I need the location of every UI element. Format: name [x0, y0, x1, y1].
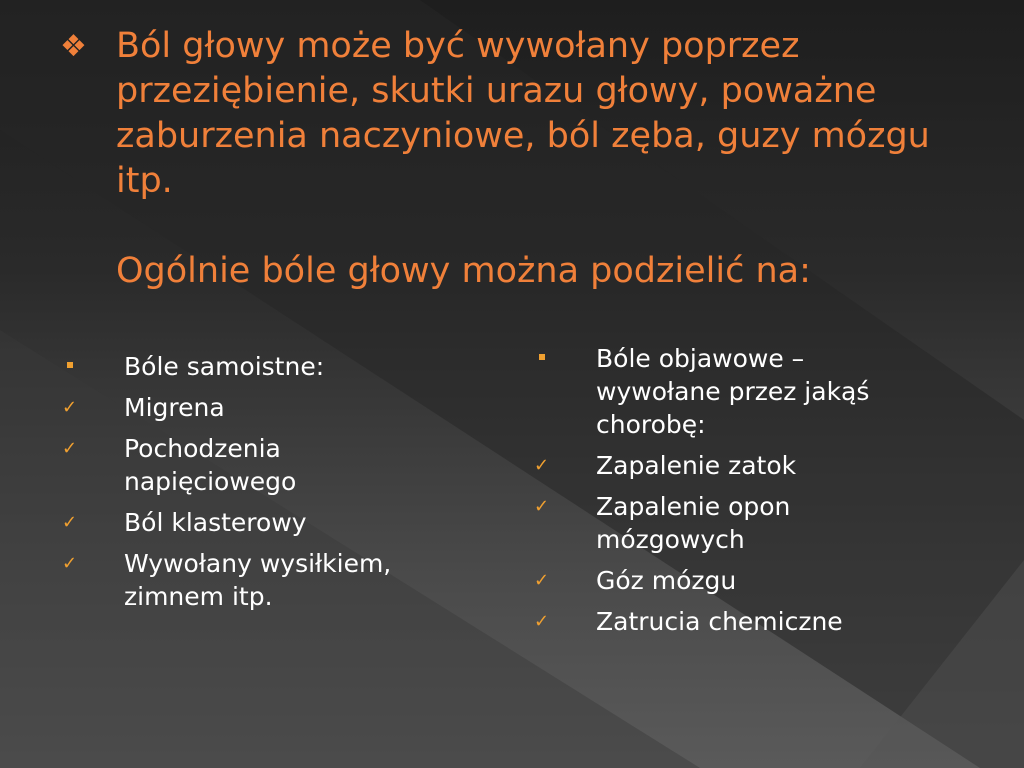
list-item-text: Zapalenie zatok — [596, 451, 797, 480]
list-item — [534, 490, 934, 556]
list-item — [534, 342, 934, 441]
list-item-text: Zatrucia chemiczne — [596, 607, 843, 636]
list-item-text: Wywołany wysiłkiem, zimnem itp. — [124, 549, 392, 611]
checkmark-icon: ✓ — [534, 496, 550, 517]
square-bullet-icon — [534, 342, 596, 441]
checkmark-icon: ✓ — [534, 570, 550, 591]
list-item — [534, 605, 934, 638]
list-item-text: Bóle objawowe – wywołane przez jakąś chorobę: — [596, 344, 870, 439]
list-item — [62, 432, 442, 498]
title-line-1: Ból głowy może być wywołany poprzez przeziębienie, skutki urazu głowy, poważne zaburzenia naczyniowe, ból zęba, guzy mózgu itp. — [116, 26, 930, 201]
checkmark-icon: ✓ — [534, 455, 550, 476]
list-item-text: Ból klasterowy — [124, 508, 307, 537]
list-item — [62, 391, 442, 424]
checkmark-icon: ✓ — [534, 611, 550, 632]
checkmark-icon: ✓ — [62, 397, 78, 418]
list-item — [62, 547, 442, 613]
list-item-text: Zapalenie opon mózgowych — [596, 492, 791, 554]
left-column — [62, 350, 442, 621]
checkmark-icon: ✓ — [62, 512, 78, 533]
list-item — [62, 506, 442, 539]
square-bullet-icon — [62, 350, 124, 383]
diamond-cluster-icon: ❖ — [60, 29, 87, 64]
title-line-2: Ogólnie bóle głowy można podzielić na: — [116, 251, 811, 291]
list-item — [62, 350, 442, 383]
list-item — [534, 449, 934, 482]
list-item-text: Pochodzenia napięciowego — [124, 434, 297, 496]
list-item-text: Migrena — [124, 393, 225, 422]
right-column — [534, 342, 934, 646]
list-item — [534, 564, 934, 597]
slide-title — [60, 24, 980, 294]
list-item-text: Góz mózgu — [596, 566, 737, 595]
checkmark-icon: ✓ — [62, 553, 78, 574]
checkmark-icon: ✓ — [62, 438, 78, 459]
list-item-text: Bóle samoistne: — [124, 352, 325, 381]
